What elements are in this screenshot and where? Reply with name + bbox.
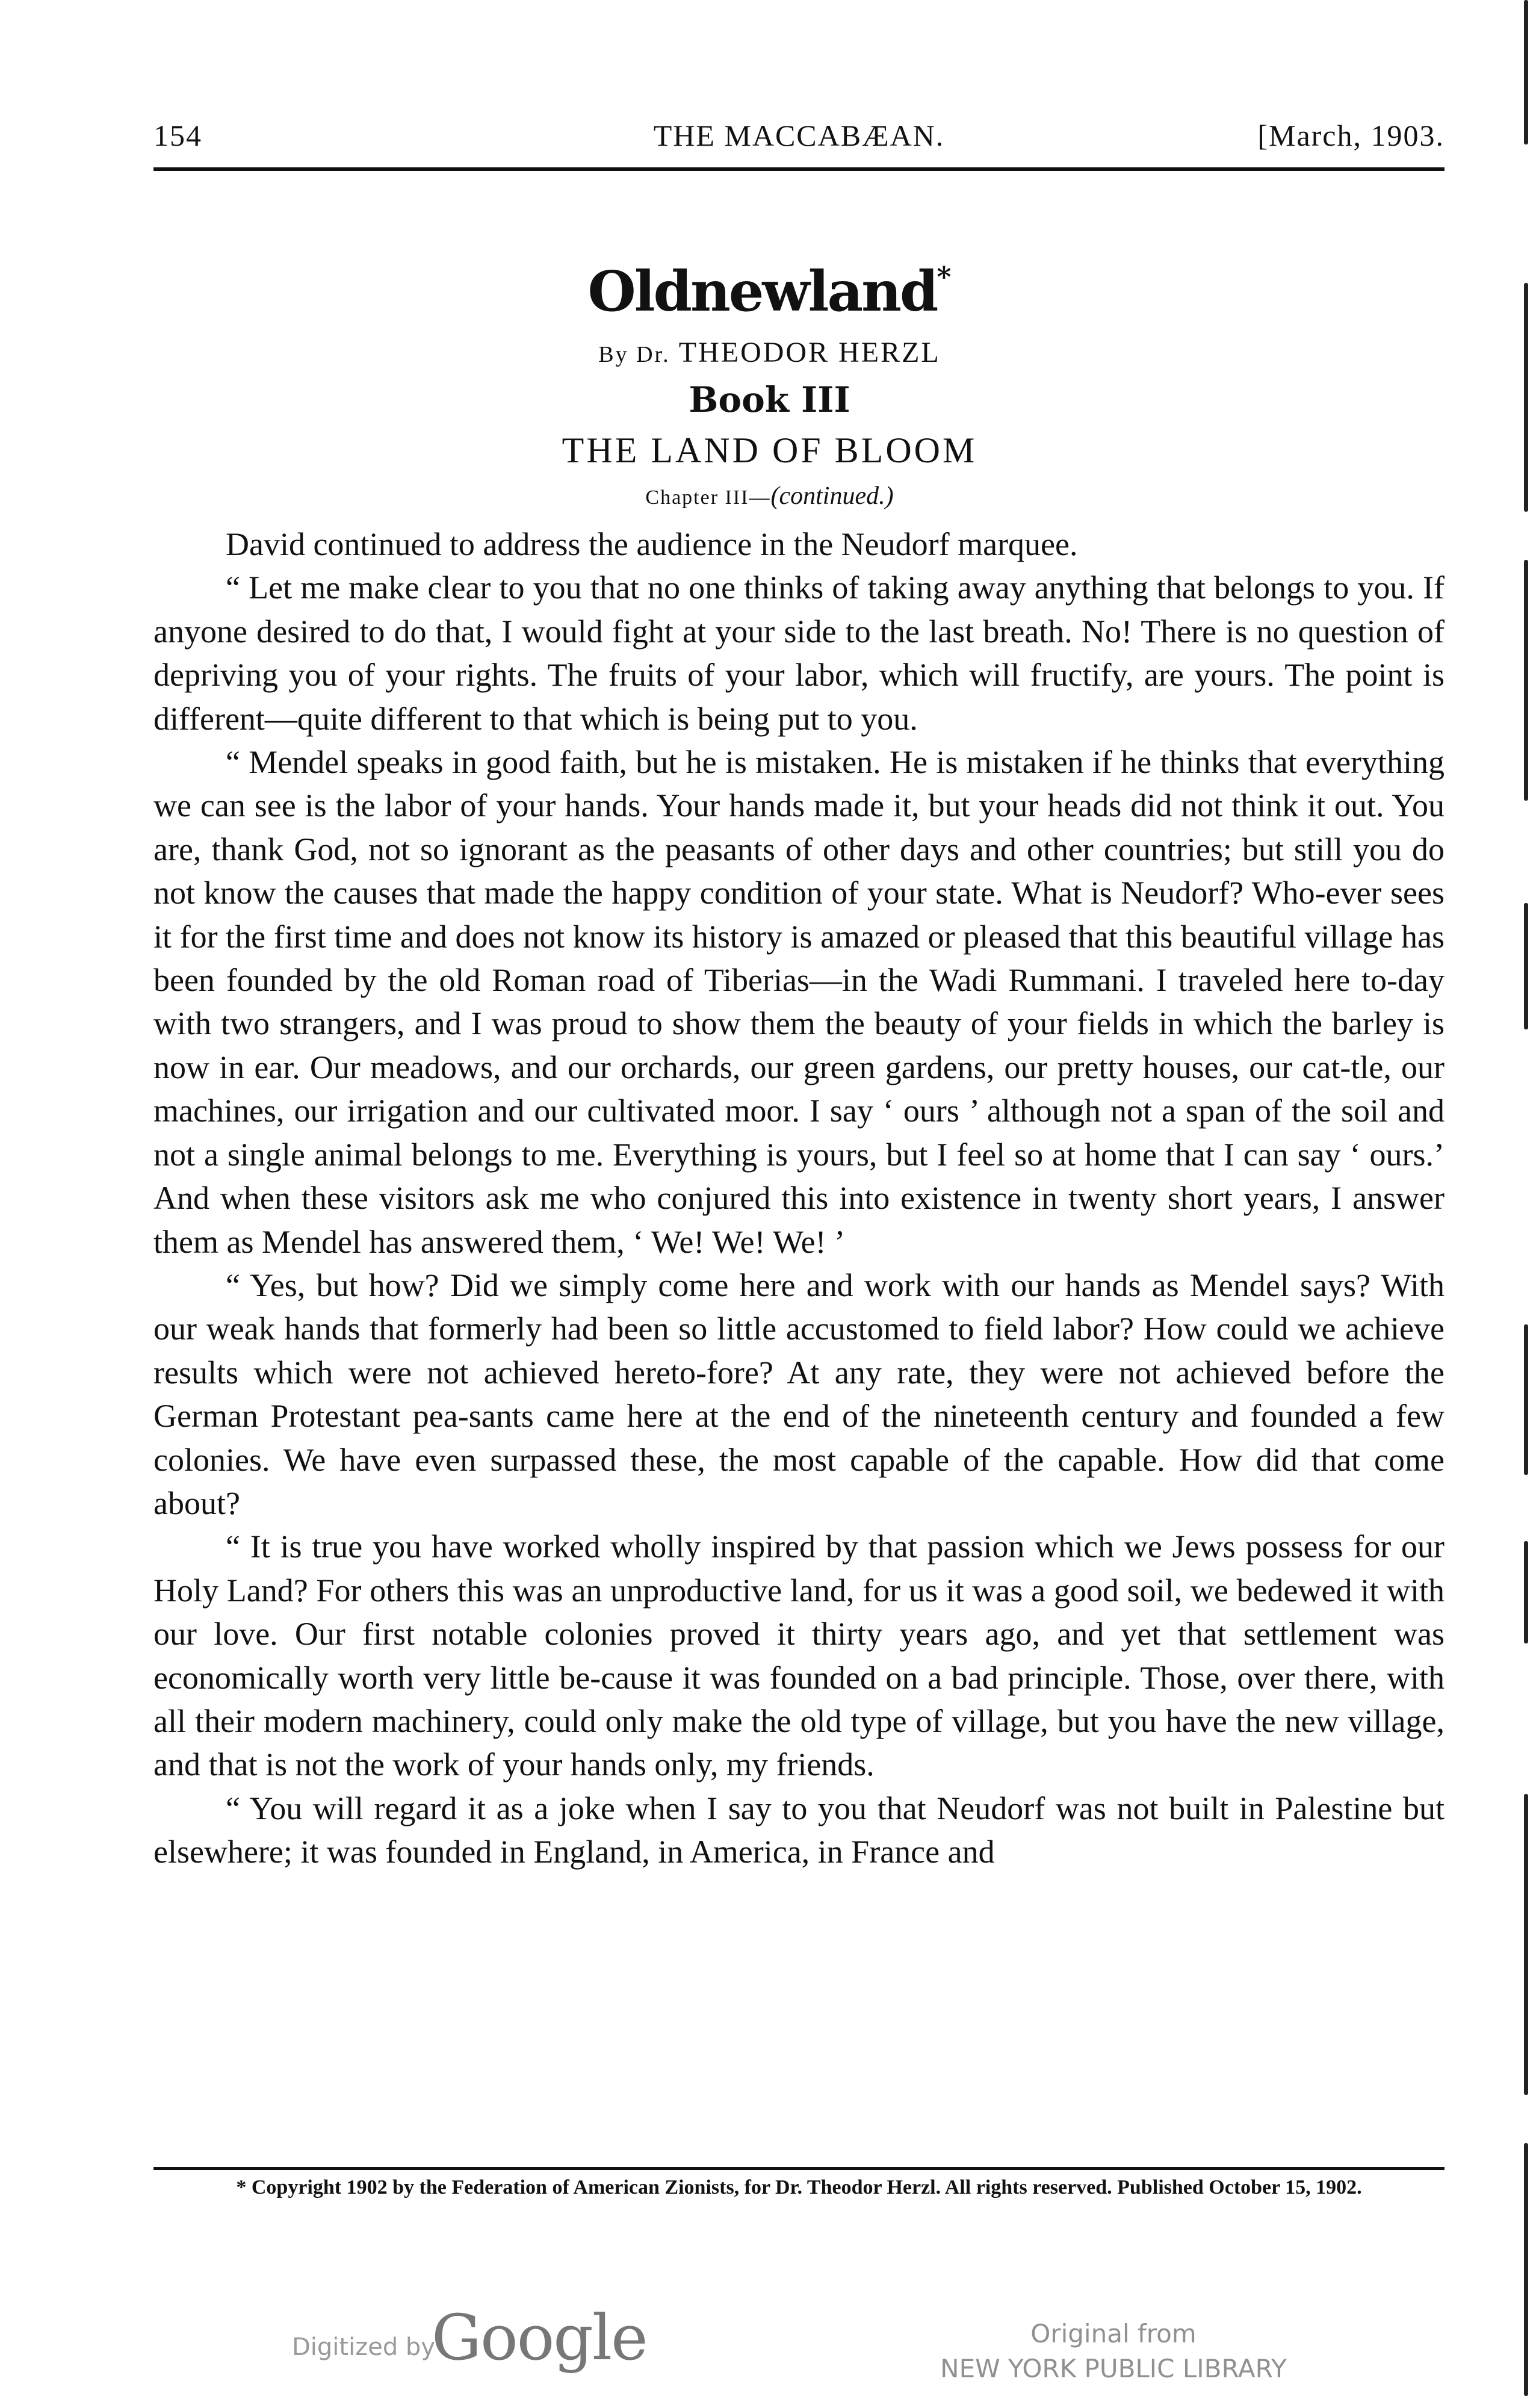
- paragraph: “ Mendel speaks in good faith, but he is mistaken. He is mistaken if he thinks that everything we can see is the labor of your hands. Your hands made it, but your heads did not think it out. You are, thank God, not so ignorant as the peasants of other days and other countries; but still you do not know the causes that made the happy condition of your state. What is Neudorf? Who-ever sees it for the first time and does not know its history is amazed or pleased that this beautiful village has been founded by the old Roman road of Tiberias—in the Wadi Rummani. I traveled here to-day with two strangers, and I was proud to show them the beauty of your fields in which the barley is now in ear. Our meadows, and our orchards, our green gardens, our pretty houses, our cat-tle, our machines, our irrigation and our cultivated moor. I say ‘ ours ’ although not a span of the soil and not a single animal belongs to me. Everything is yours, but I feel so at home that I can say ‘ ours.’ And when these visitors ask me who conjured this into existence in twenty short years, I answer them as Mendel has answered them, ‘ We! We! We! ’: [153, 744, 1445, 1260]
- scan-edge-mark: [1524, 1541, 1528, 1643]
- paragraph: “ Let me make clear to you that no one thinks of taking away anything that belongs to you. If anyone desired to do that, I would fight at your side to the last breath. No! There is no question of depriving you of your rights. The fruits of your labor, which will fructify, are yours. The point is different—quite different to that which is being put to you.: [153, 569, 1445, 737]
- byline-author: THEODOR HERZL: [678, 337, 941, 368]
- digitized-by-label: Digitized by: [292, 2333, 435, 2361]
- footnote-mark: *: [937, 261, 952, 293]
- header-rule: [153, 167, 1445, 171]
- book-subtitle: THE LAND OF BLOOM: [562, 430, 977, 470]
- google-logo: Google: [432, 2301, 647, 2374]
- paragraph: “ Yes, but how? Did we simply come here and work with our hands as Mendel says? With our weak hands that formerly had been so little accustomed to field labor? How could we achieve results which were not achieved hereto-fore? At any rate, they were not achieved before the German Protestant pea-sants came here at the end of the nineteenth century and founded a few colonies. We have even surpassed these, the most capable of the capable. How did that come about?: [153, 1267, 1445, 1521]
- scan-edge-mark: [1524, 560, 1528, 801]
- chapter-label: Chapter III—: [645, 486, 771, 509]
- issue-date: [March, 1903.: [1257, 119, 1445, 152]
- journal-title: THE MACCABÆAN.: [653, 119, 945, 152]
- article-title-text: Oldnewland: [587, 259, 937, 324]
- library-name: NEW YORK PUBLIC LIBRARY: [940, 2354, 1287, 2383]
- article-body: [153, 523, 1445, 1874]
- original-from-label: Original from: [1030, 2319, 1197, 2348]
- scan-edge-mark: [1524, 903, 1528, 1029]
- paragraph: “ It is true you have worked wholly inspired by that passion which we Jews possess for our Holy Land? For others this was an unproductive land, for us it was a good soil, we bedewed it with our love. Our first notable colonies proved it thirty years ago, and yet that settlement was economically worth very little be-cause it was founded on a bad principle. Those, over there, with all their modern machinery, could only make the old type of village, but you have the new village, and that is not the work of your hands only, my friends.: [153, 1528, 1445, 1783]
- byline-prefix: By Dr.: [598, 342, 670, 367]
- paragraph: David continued to address the audience in the Neudorf marquee.: [226, 526, 1078, 562]
- book-heading: Book III: [689, 379, 850, 420]
- running-head: [153, 118, 1445, 160]
- page-number: 154: [153, 119, 202, 152]
- scan-edge-mark: [1524, 2143, 1528, 2396]
- scan-edge-mark: [1524, 0, 1528, 144]
- article-title: [0, 259, 1539, 324]
- scan-edge-mark: [1524, 1324, 1528, 1475]
- library-attribution: [843, 2316, 1384, 2386]
- footnote-rule: [153, 2167, 1445, 2170]
- copyright-footnote: * Copyright 1902 by the Federation of American Zionists, for Dr. Theodor Herzl. All rights reserved. Published October 15, 1902.: [236, 2176, 1362, 2199]
- chapter-note: (continued.): [770, 482, 894, 510]
- scan-edge-mark: [1524, 1794, 1528, 2095]
- byline: [0, 336, 1539, 369]
- chapter-heading: [0, 482, 1539, 510]
- paragraph: “ You will regard it as a joke when I say to you that Neudorf was not built in Palestine but elsewhere; it was founded in England, in America, in France and: [153, 1790, 1445, 1870]
